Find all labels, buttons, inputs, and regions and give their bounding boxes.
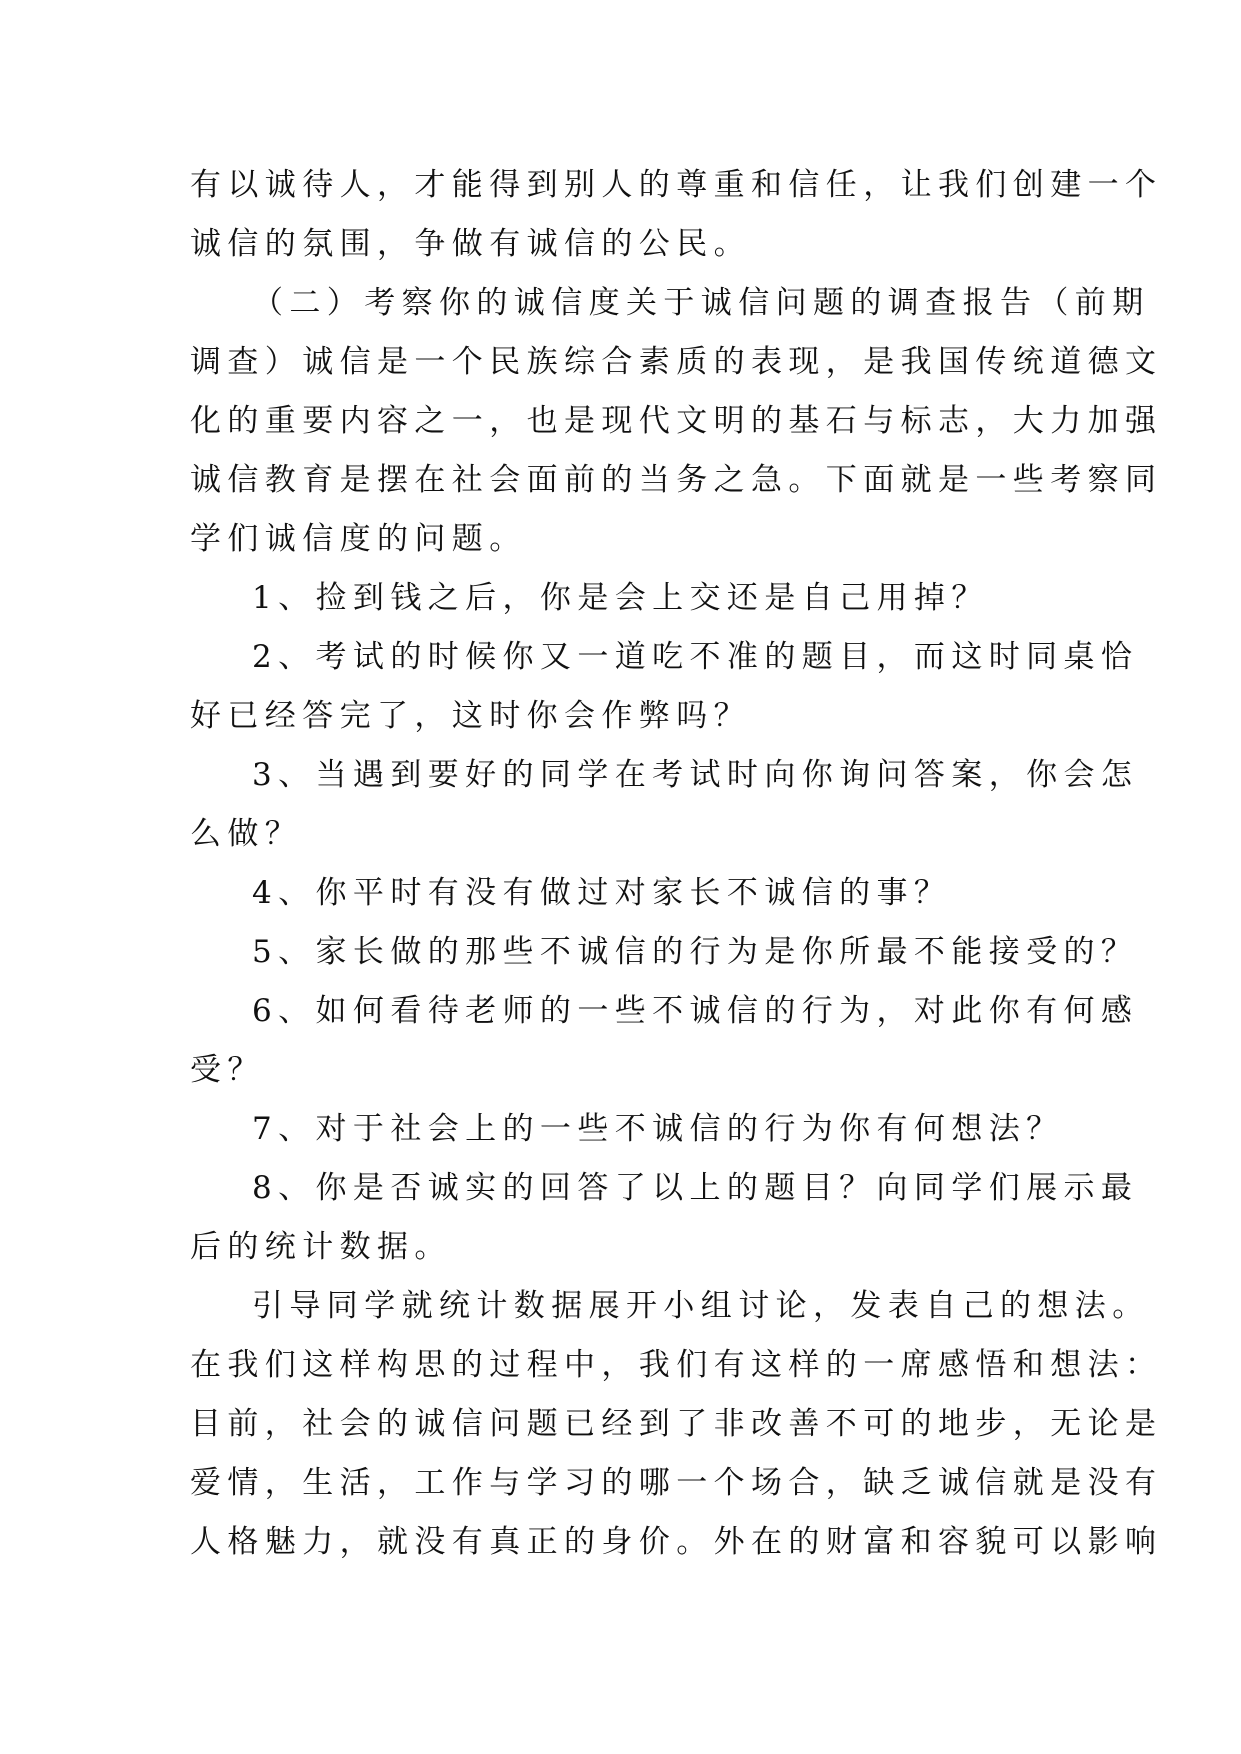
text-line: 目前，社会的诚信问题已经到了非改善不可的地步，无论是 [190,1406,1163,1442]
list-item: 7、对于社会上的一些不诚信的行为你有何想法？ [252,1111,1064,1147]
text-line: 人格魅力，就没有真正的身价。外在的财富和容貌可以影响 [190,1524,1163,1560]
text-line: 好已经答完了，这时你会作弊吗？ [190,698,751,734]
list-item: 4、你平时有没有做过对家长不诚信的事？ [252,875,952,911]
text-line: 受？ [190,1052,265,1088]
list-item: 1、捡到钱之后，你是会上交还是自己用掉？ [252,580,989,616]
text-line: 学们诚信度的问题。 [190,521,527,557]
list-item: 5、家长做的那些不诚信的行为是你所最不能接受的？ [252,934,1139,970]
list-item: 2、考试的时候你又一道吃不准的题目，而这时同桌恰 [252,639,1139,675]
text-line: 诚信的氛围，争做有诚信的公民。 [190,226,751,262]
list-item: 3、当遇到要好的同学在考试时向你询问答案，你会怎 [252,757,1139,793]
text-line: （二）考察你的诚信度关于诚信问题的调查报告（前期 [252,285,1150,321]
text-line: 诚信教育是摆在社会面前的当务之急。下面就是一些考察同 [190,462,1163,498]
text-line: 在我们这样构思的过程中，我们有这样的一席感悟和想法： [190,1347,1163,1383]
text-line: 爱情，生活，工作与学习的哪一个场合，缺乏诚信就是没有 [190,1465,1163,1501]
text-line: 调查）诚信是一个民族综合素质的表现，是我国传统道德文 [190,344,1163,380]
text-line: 有以诚待人，才能得到别人的尊重和信任，让我们创建一个 [190,167,1163,203]
text-line: 么做？ [190,816,303,852]
list-item: 6、如何看待老师的一些不诚信的行为，对此你有何感 [252,993,1139,1029]
document-body [190,156,1163,1572]
text-line: 后的统计数据。 [190,1229,452,1265]
text-line: 引导同学就统计数据展开小组讨论，发表自己的想法。 [252,1288,1150,1324]
list-item: 8、你是否诚实的回答了以上的题目？向同学们展示最 [252,1170,1139,1206]
text-line: 化的重要内容之一，也是现代文明的基石与标志，大力加强 [190,403,1163,439]
